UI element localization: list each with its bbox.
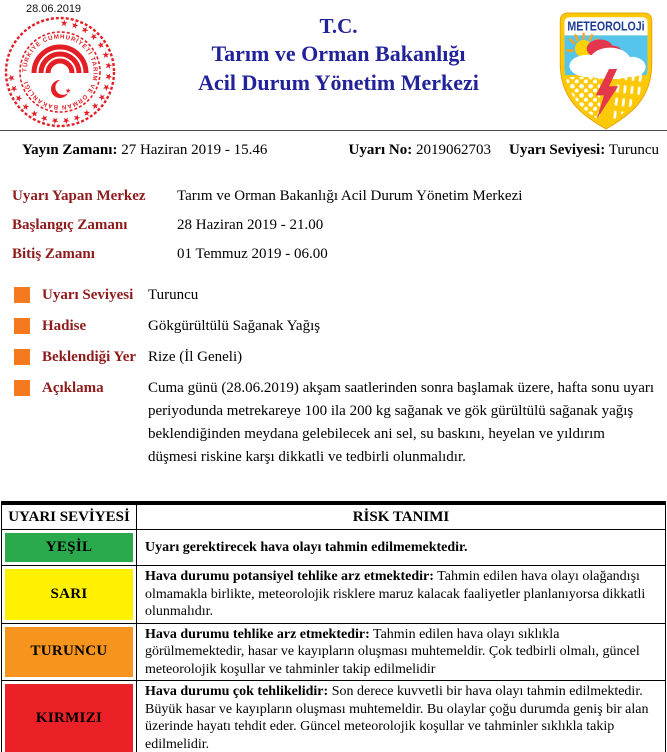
info-value: Tarım ve Orman Bakanlığı Acil Durum Yönetim Merkezi bbox=[177, 188, 523, 204]
info-value: 28 Haziran 2019 - 21.00 bbox=[177, 217, 324, 233]
seal-crescent-star bbox=[51, 80, 71, 98]
print-date: 28.06.2019 bbox=[26, 3, 82, 15]
document-title bbox=[125, 13, 552, 97]
table-row-orange bbox=[2, 623, 666, 681]
info-value: 01 Temmuz 2019 - 06.00 bbox=[177, 246, 328, 262]
warning-level bbox=[509, 142, 659, 159]
ministry-seal-text: TÜRKİYE CUMHURİYETİ TARIM VE ORMAN BAKANLIĞI bbox=[21, 33, 99, 111]
orange-bullet-icon bbox=[14, 349, 30, 365]
publish-time-value: 27 Haziran 2019 - 15.46 bbox=[121, 142, 268, 158]
level-chip-yellow: SARI bbox=[5, 569, 133, 620]
table-row-green bbox=[2, 530, 666, 566]
warning-level-value: Turuncu bbox=[608, 142, 659, 158]
risk-text-red: Hava durumu çok tehlikelidir: Son derece kuvvetli bir hava olayı tahmin edilmektedir. Büyük hasar ve kayıpların oluşması muhtemeldir. Bu olaylar çoğu durumda geniş bir alan üzerinde hayatı tehdit eder. Güncel meteorolojik koşullar ve tahminler sıklıkla takip edilmelidir. bbox=[137, 681, 666, 752]
warning-number-label: Uyarı No: bbox=[348, 142, 413, 158]
detail-row-description bbox=[14, 377, 657, 469]
detail-label: Açıklama bbox=[42, 380, 104, 396]
ministry-seal-logo bbox=[4, 16, 116, 128]
info-label: Bitiş Zamanı bbox=[12, 246, 95, 262]
warning-number-value: 2019062703 bbox=[415, 142, 491, 158]
risk-text-yellow: Hava durumu potansiyel tehlike arz etmektedir: Tahmin edilen hava olayı olağandışı olmamakla birlikte, meteorolojik risklere maruz kalacak faaliyetler planlanıyorsa dikkatli olunmalıdır. bbox=[137, 566, 666, 624]
header-divider bbox=[0, 130, 667, 131]
table-row-red bbox=[2, 681, 666, 752]
detail-section bbox=[14, 284, 657, 477]
meta-row bbox=[22, 142, 659, 159]
title-center: Acil Durum Yönetim Merkezi bbox=[198, 70, 479, 95]
detail-value: Rize (İl Geneli) bbox=[148, 349, 243, 365]
risk-text-orange: Hava durumu tehlike arz etmektedir: Tahmin edilen hava olayı sıklıkla görülmemektedir, hasar ve kayıpların oluşması muhtemeldir. Çok tedbirli olmalı, güncel meteorolojik koşullar ve tahminler takip edilmelidir bbox=[137, 623, 666, 681]
detail-value: Cuma günü (28.06.2019) akşam saatlerinden sonra başlamak üzere, hafta sonu uyarı periyodunda metrekareye 100 ila 200 kg sağanak ve gök gürültülü sağanak yağış beklendiğinden meydana gelebilecek ani sel, su baskını, heyelan ve yıldırım düşmesi riskine karşı dikkatli ve tedbirli olunmalıdır. bbox=[148, 380, 655, 465]
header-warning-level: UYARI SEVİYESİ bbox=[2, 503, 137, 530]
info-section bbox=[12, 187, 657, 274]
header-risk-definition: RİSK TANIMI bbox=[137, 503, 666, 530]
warning-number bbox=[348, 142, 491, 159]
orange-bullet-icon bbox=[14, 287, 30, 303]
info-label: Başlangıç Zamanı bbox=[12, 217, 128, 233]
meteorology-label: METEOROLOJi bbox=[567, 19, 645, 34]
info-row-start-time bbox=[12, 216, 657, 245]
detail-label: Hadise bbox=[42, 318, 87, 334]
title-ministry: Tarım ve Orman Bakanlığı bbox=[211, 41, 466, 66]
publish-time bbox=[22, 142, 267, 159]
seal-star-ring: ★ ★ ★ ★ ★ ★ ★ ★ ★ ★ ★ ★ ★ ★ ★ ★ ★ ★ ★ ★ ★ bbox=[5, 17, 115, 127]
warning-level-label: Uyarı Seviyesi: bbox=[508, 142, 606, 158]
meteorology-logo bbox=[551, 10, 661, 134]
level-chip-red: KIRMIZI bbox=[5, 684, 133, 752]
detail-label: Beklendiği Yer bbox=[42, 349, 137, 365]
orange-bullet-icon bbox=[14, 318, 30, 334]
detail-value: Turuncu bbox=[148, 287, 199, 303]
seal-emblem bbox=[34, 47, 86, 73]
publish-time-label: Yayın Zamanı: bbox=[22, 142, 118, 158]
table-header-row bbox=[2, 503, 666, 530]
detail-row-location bbox=[14, 346, 657, 369]
level-chip-orange: TURUNCU bbox=[5, 627, 133, 678]
level-chip-green: YEŞİL bbox=[5, 533, 133, 562]
risk-level-table bbox=[1, 501, 666, 752]
detail-label: Uyarı Seviyesi bbox=[42, 287, 134, 303]
info-row-issuing-center bbox=[12, 187, 657, 216]
table-row-yellow bbox=[2, 566, 666, 624]
orange-bullet-icon bbox=[14, 380, 30, 396]
detail-value: Gökgürültülü Sağanak Yağış bbox=[148, 318, 321, 334]
title-tc: T.C. bbox=[319, 14, 358, 38]
detail-row-level bbox=[14, 284, 657, 307]
detail-row-event bbox=[14, 315, 657, 338]
svg-text:★: ★ bbox=[65, 87, 72, 95]
risk-text-green: Uyarı gerektirecek hava olayı tahmin edilmemektedir. bbox=[137, 530, 666, 566]
info-label: Uyarı Yapan Merkez bbox=[12, 188, 146, 204]
info-row-end-time bbox=[12, 245, 657, 274]
